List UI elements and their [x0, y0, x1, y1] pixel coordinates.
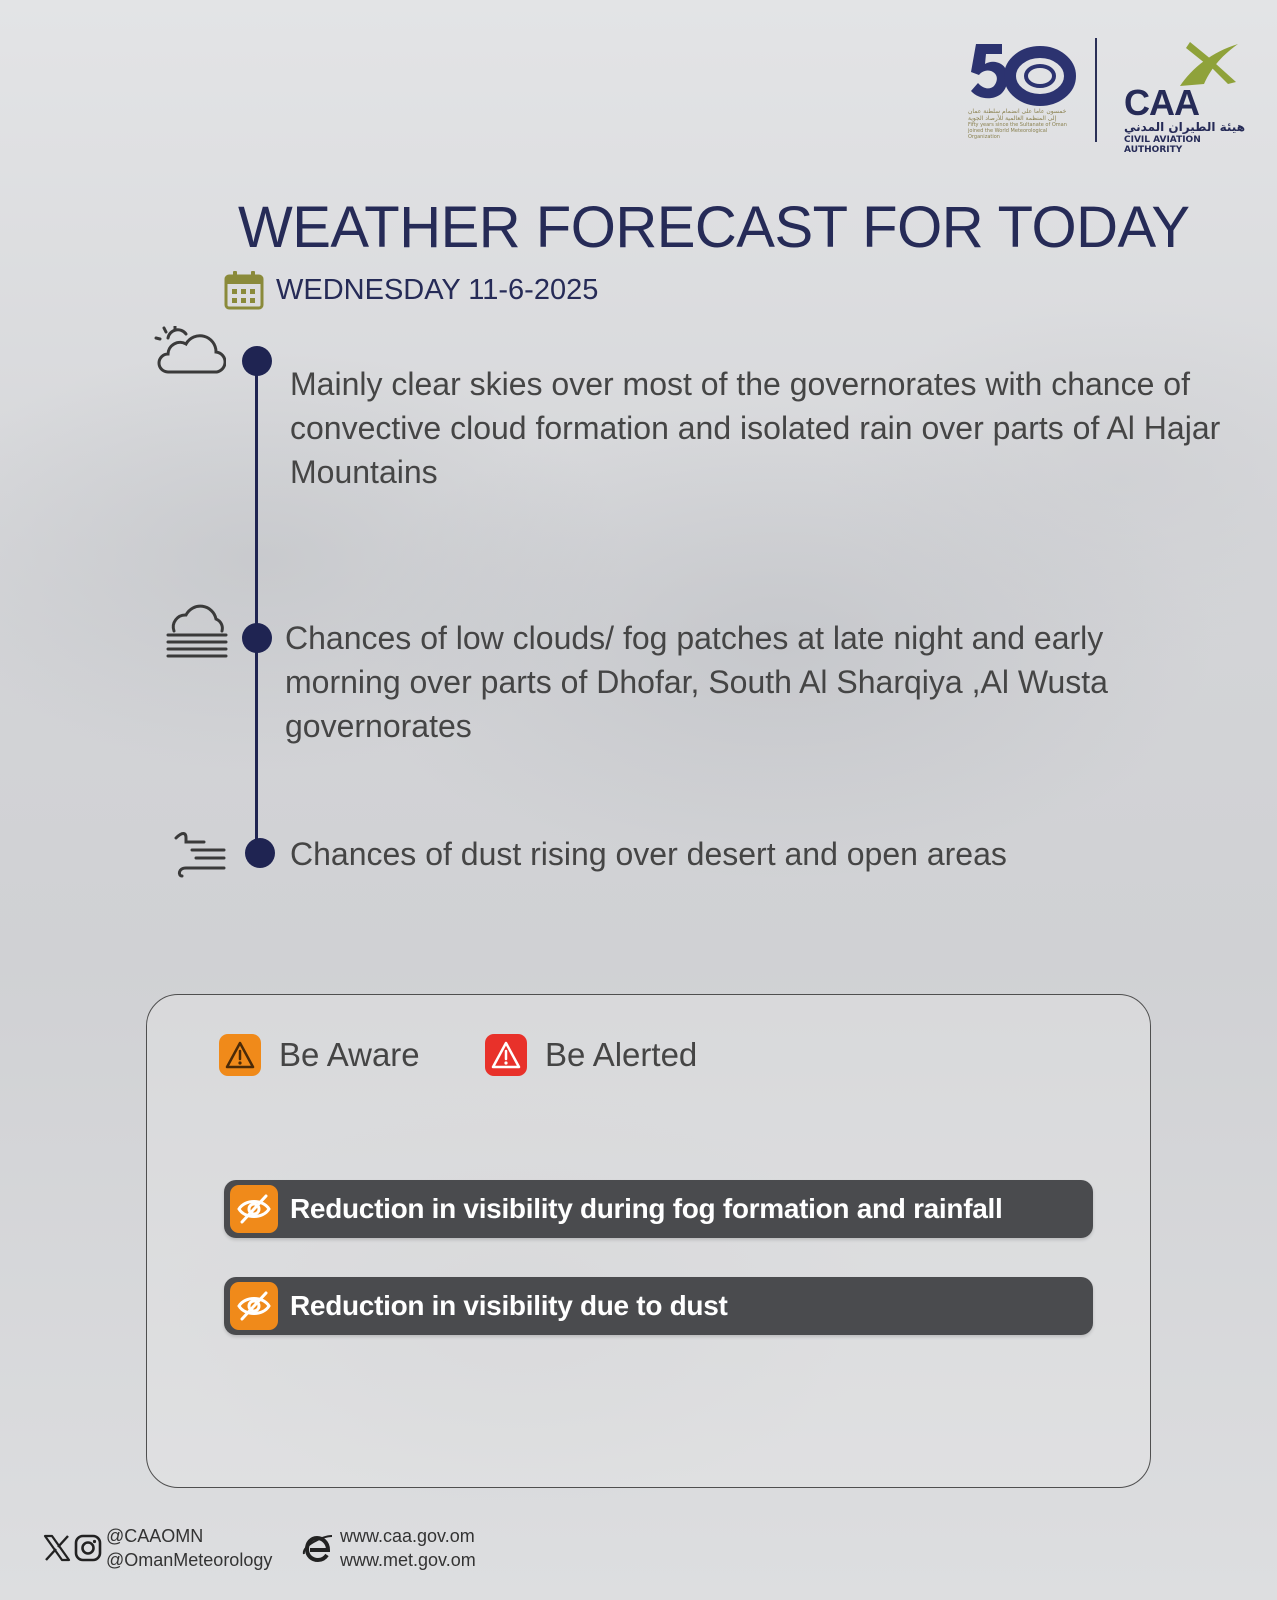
anniversary-caption-en: Fifty years since the Sultanate of Oman joined the World Meteorological Organization [968, 122, 1067, 140]
forecast-text-1: Mainly clear skies over most of the governorates with chance of convective cloud formation and isolated rain over parts of Al Hajar Mountains [290, 366, 1221, 490]
alert-text-2: Reduction in visibility due to dust [290, 1290, 728, 1321]
social-handles [106, 1524, 272, 1572]
alert-row-dust [224, 1277, 1093, 1335]
warning-icon [485, 1034, 527, 1076]
website-urls [340, 1524, 476, 1572]
timeline-dot-3 [245, 838, 275, 868]
calendar-icon [224, 270, 264, 310]
handle-caaomn[interactable]: @CAAOMN [106, 1526, 204, 1546]
anniversary-caption-ar: خمسون عاما على انضمام سلطنة عمان إلى المنظمة العالمية للأرصاد الجوية [968, 108, 1067, 122]
warning-icon [219, 1034, 261, 1076]
url-caa[interactable]: www.caa.gov.om [340, 1526, 475, 1546]
caa-logo [1120, 38, 1250, 155]
anniversary-caption [968, 108, 1076, 140]
anniversary-50-logo [968, 38, 1076, 144]
caa-english-name: CIVIL AVIATION AUTHORITY [1124, 135, 1201, 155]
footer-social [42, 1524, 272, 1572]
timeline-dot-1 [242, 346, 272, 376]
fog-icon [166, 601, 228, 659]
web-browser-icon [302, 1532, 334, 1564]
logo-divider [1095, 38, 1097, 142]
date-row [224, 270, 598, 310]
instagram-icon[interactable] [74, 1534, 102, 1562]
partly-cloudy-icon [154, 326, 226, 378]
alert-text-1: Reduction in visibility during fog formation and rainfall [290, 1193, 1003, 1224]
fifty-logo-icon [968, 38, 1076, 106]
url-met[interactable]: www.met.gov.om [340, 1550, 476, 1570]
forecast-date: WEDNESDAY 11-6-2025 [276, 273, 599, 306]
visibility-off-icon [230, 1185, 278, 1233]
alert-row-fog-rain [224, 1180, 1093, 1238]
visibility-off-icon [230, 1282, 278, 1330]
caa-wordmark: CAA [1124, 82, 1199, 123]
legend-label-alerted: Be Alerted [545, 1036, 698, 1073]
forecast-text-2: Chances of low clouds/ fog patches at late night and early morning over parts of Dhofar, South Al Sharqiya ,Al Wusta governorates [285, 620, 1108, 744]
footer-websites [302, 1524, 476, 1572]
page-title: WEATHER FORECAST FOR TODAY [238, 195, 1190, 260]
wind-dust-icon [174, 830, 228, 880]
legend-be-aware [219, 1033, 420, 1077]
x-logo-icon[interactable] [42, 1533, 72, 1563]
handle-omanmeteorology[interactable]: @OmanMeteorology [106, 1550, 273, 1570]
timeline-line [255, 360, 258, 853]
caa-arabic-name: هيئة الطيران المدني [1124, 120, 1246, 134]
legend-label-aware: Be Aware [279, 1036, 420, 1073]
legend-be-alerted [485, 1033, 697, 1077]
timeline-dot-2 [242, 623, 272, 653]
forecast-text-3: Chances of dust rising over desert and open areas [290, 836, 1007, 872]
